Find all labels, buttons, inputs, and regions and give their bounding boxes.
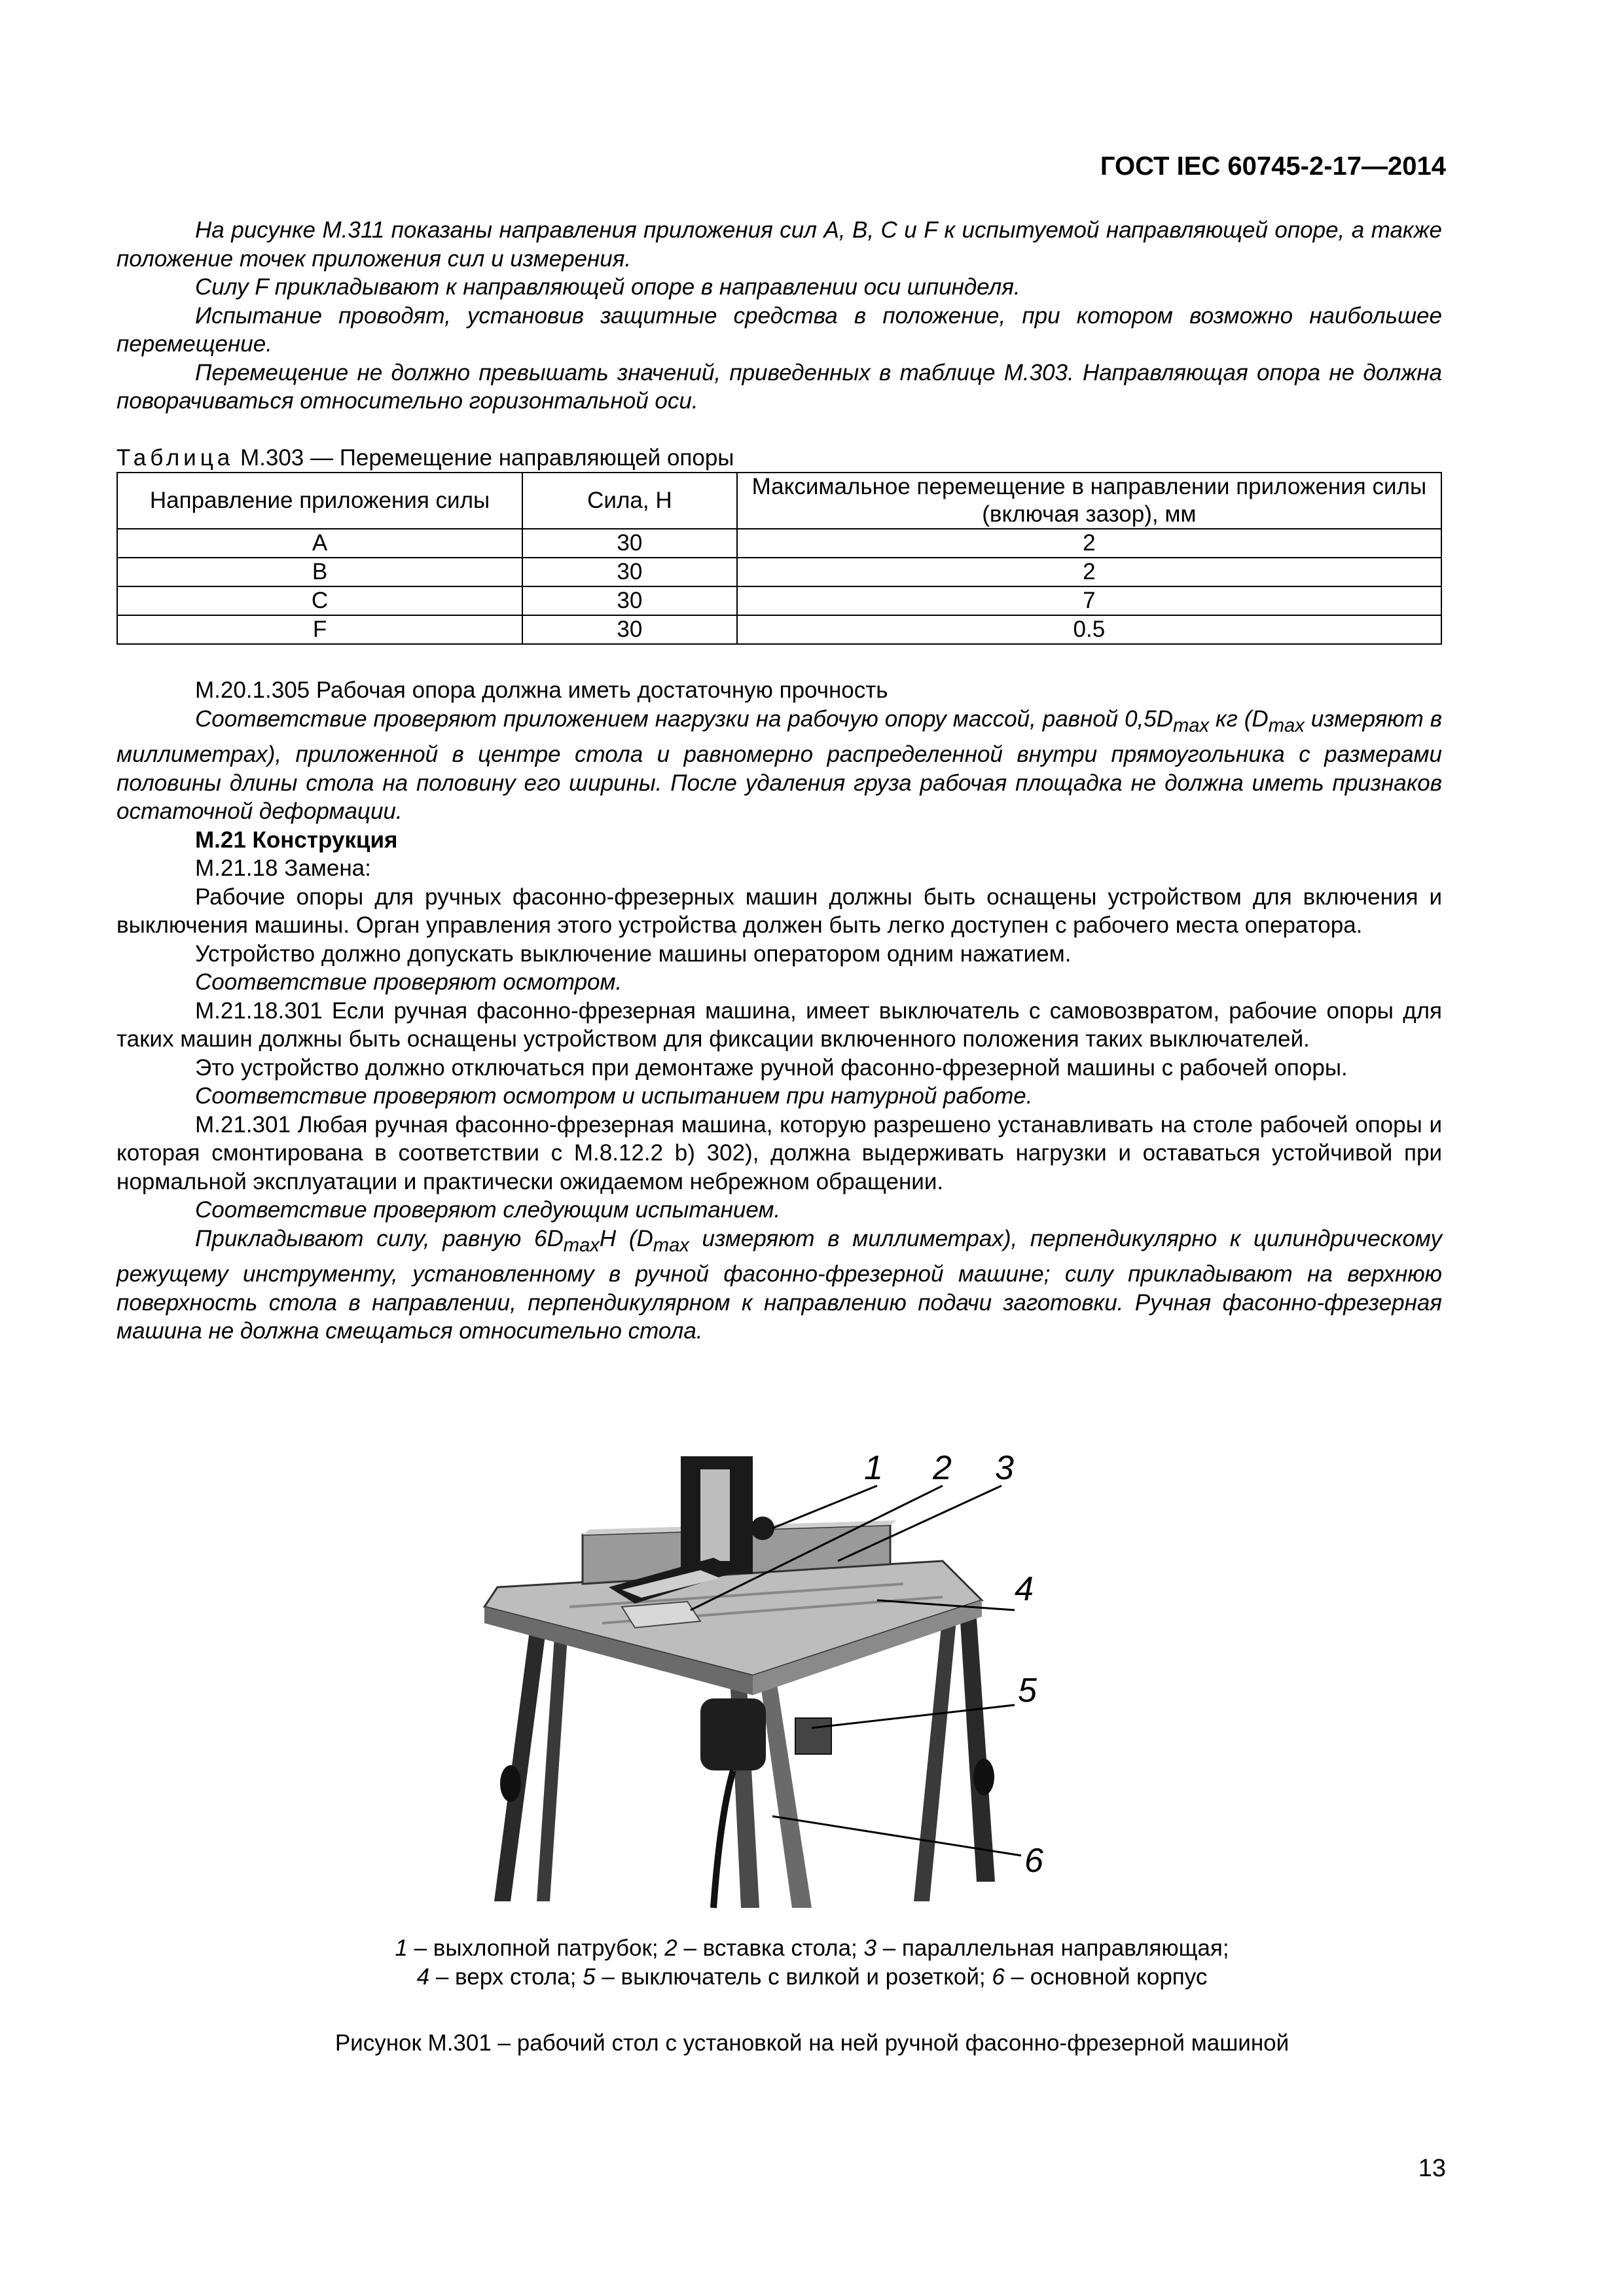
legend-number: 6 xyxy=(992,1964,1005,1990)
column-header-direction: Направление приложения силы xyxy=(117,473,522,529)
document-code: ГОСТ IEC 60745-2-17—2014 xyxy=(1100,152,1446,181)
legend-number: 1 xyxy=(395,1935,408,1961)
table-row xyxy=(117,558,1441,586)
leader-line xyxy=(812,1705,1015,1728)
text-run: H (D xyxy=(599,1225,653,1251)
table-caption-word: Таблица xyxy=(117,444,234,471)
table-leg xyxy=(914,1613,957,1901)
dust-outlet xyxy=(751,1516,774,1540)
table-cell: 30 xyxy=(522,615,737,644)
section-heading xyxy=(117,826,1442,855)
legend-number: 2 xyxy=(664,1935,677,1961)
table-cell: B xyxy=(117,558,522,586)
table-cell: 30 xyxy=(522,529,737,558)
clause-21-301: М.21.301 Любая ручная фасонно-фрезерная машина, которую разрешено устанавливать на столе рабочей опоры и которая смонтирована в соответствии с М.8.12.2 b) 302), должна выдерживать нагрузки и оставаться устойчивой при нормальной эксплуатации и практически ожидаемом небрежном обращении. xyxy=(117,1111,1442,1194)
paragraph: Это устройство должно отключаться при демонтаже ручной фасонно-фрезерной машины с рабочей опоры. xyxy=(195,1054,1348,1081)
table-cell: 30 xyxy=(522,558,737,586)
section-title: Конструкция xyxy=(252,827,398,853)
text-run: Соответствие проверяют приложением нагрузки на рабочую опору массой, равной 0,5D xyxy=(195,706,1174,732)
callout-6: 6 xyxy=(1024,1842,1043,1880)
compliance-note: Соответствие проверяют осмотром и испытанием при натурной работе. xyxy=(195,1083,1033,1109)
guard-opening xyxy=(700,1469,730,1561)
table-caption-text: М.303 — Перемещение направляющей опоры xyxy=(240,444,734,471)
table-cell: A xyxy=(117,529,522,558)
table-caption xyxy=(117,444,1442,473)
test-procedure xyxy=(117,1225,1442,1346)
text-run: измеряют в миллиметрах), приложенной в центре стола и равномерно распределенной внутри прямоугольника с размерами половины длины стола на половину его ширины. После удаления груза рабочая площадка не должна иметь признаков остаточной деформации. xyxy=(117,706,1443,824)
text-run: кг (D xyxy=(1209,706,1269,732)
table-row xyxy=(117,586,1441,615)
legend-number: 3 xyxy=(863,1935,876,1961)
clause-21-18: М.21.18 Замена: xyxy=(195,855,371,881)
intro-paragraph-3: Испытание проводят, установив защитные средства в положение, при котором возможно наибольшее перемещение. xyxy=(117,302,1442,357)
subscript: max xyxy=(653,1234,689,1256)
callout-1: 1 xyxy=(864,1450,883,1487)
paragraph: Рабочие опоры для ручных фасонно-фрезерных машин должны быть оснащены устройством для включения и выключения машины. Орган управления этого устройства должен быть легко доступен с рабочего места оператора. xyxy=(117,884,1442,938)
table-cell: C xyxy=(117,586,522,615)
callout-2: 2 xyxy=(933,1450,952,1487)
table-row xyxy=(117,615,1441,644)
paragraph: Устройство должно допускать выключение машины оператором одним нажатием. xyxy=(195,941,1072,967)
table-row xyxy=(117,529,1441,558)
legend-text: – основной корпус xyxy=(1004,1964,1208,1990)
legend-text: – верх стола; xyxy=(429,1964,583,1990)
intro-paragraph-1: На рисунке М.311 показаны направления приложения сил A, B, C и F к испытуемой направляющей опоре, а также положение точек приложения сил и измерения. xyxy=(117,217,1442,272)
spacer xyxy=(117,416,1442,444)
subscript: max xyxy=(1173,715,1210,736)
callout-5: 5 xyxy=(1018,1672,1037,1710)
legend-line xyxy=(0,1963,1624,1992)
section-number: М.21 xyxy=(195,827,246,853)
router-table-illustration xyxy=(471,1450,1159,1921)
power-cord xyxy=(713,1770,733,1908)
leg-knob xyxy=(973,1759,994,1795)
compliance-note: Соответствие проверяют следующим испытанием. xyxy=(195,1197,781,1223)
clause-21-18-301: М.21.18.301 Если ручная фасонно-фрезерная машина, имеет выключатель с самовозвратом, рабочие опоры для таких машин должны быть оснащены устройством для фиксации включенного положения таких выключателей. xyxy=(117,997,1442,1052)
page-number: 13 xyxy=(1418,2155,1446,2182)
text-run: Прикладывают силу, равную 6D xyxy=(195,1225,564,1251)
callout-3: 3 xyxy=(995,1450,1014,1487)
table-cell: F xyxy=(117,615,522,644)
legend-text: – выхлопной патрубок; xyxy=(407,1935,665,1961)
column-header-displacement: Максимальное перемещение в направлении приложения силы (включая зазор), мм xyxy=(737,473,1441,529)
legend-text: – параллельная направляющая; xyxy=(876,1935,1229,1961)
table-cell: 30 xyxy=(522,586,737,615)
table-cell: 2 xyxy=(737,529,1441,558)
intro-paragraph-4: Перемещение не должно превышать значений, приведенных в таблице М.303. Направляющая опора не должна поворачиваться относительно горизонтальной оси. xyxy=(117,359,1442,414)
table-cell: 0.5 xyxy=(737,615,1441,644)
page-content xyxy=(117,216,1442,1346)
figure-router-table xyxy=(471,1450,1159,1921)
table-header-row xyxy=(117,473,1441,529)
router-motor xyxy=(700,1698,766,1770)
intro-paragraph-2: Силу F прикладывают к направляющей опоре в направлении оси шпинделя. xyxy=(195,274,1020,300)
legend-text: – выключатель с вилкой и розеткой; xyxy=(595,1964,992,1990)
table-leg xyxy=(959,1600,995,1882)
compliance-note: Соответствие проверяют осмотром. xyxy=(195,969,623,995)
leg-knob xyxy=(500,1765,521,1802)
legend-number: 5 xyxy=(583,1964,596,1990)
displacement-table xyxy=(117,472,1442,645)
table-cell: 7 xyxy=(737,586,1441,615)
callout-4: 4 xyxy=(1015,1570,1034,1608)
figure-legend xyxy=(0,1934,1624,1992)
table-cell: 2 xyxy=(737,558,1441,586)
clause-305-title: М.20.1.305 Рабочая опора должна иметь достаточную прочность xyxy=(195,677,888,703)
clause-305-check xyxy=(117,705,1442,826)
subscript: max xyxy=(1268,715,1305,736)
legend-number: 4 xyxy=(416,1964,430,1990)
legend-line xyxy=(0,1934,1624,1963)
table-leg xyxy=(759,1676,812,1908)
subscript: max xyxy=(563,1234,600,1256)
legend-text: – вставка стола; xyxy=(677,1935,864,1961)
text-run: измеряют в миллиметрах), перпендикулярно к цилиндрическому режущему инструменту, установленному в ручной фасонно-фрезерной машине; силу прикладывают на верхнюю поверхность стола в направлении, перпендикулярном к направлению подачи заготовки. Ручная фасонно-фрезерная машина не должна смещаться относительно стола. xyxy=(117,1225,1443,1344)
figure-title: Рисунок М.301 – рабочий стол с установкой на ней ручной фасонно-фрезерной машиной xyxy=(334,2030,1290,2056)
column-header-force: Сила, Н xyxy=(522,473,737,529)
switch-box xyxy=(795,1718,831,1754)
